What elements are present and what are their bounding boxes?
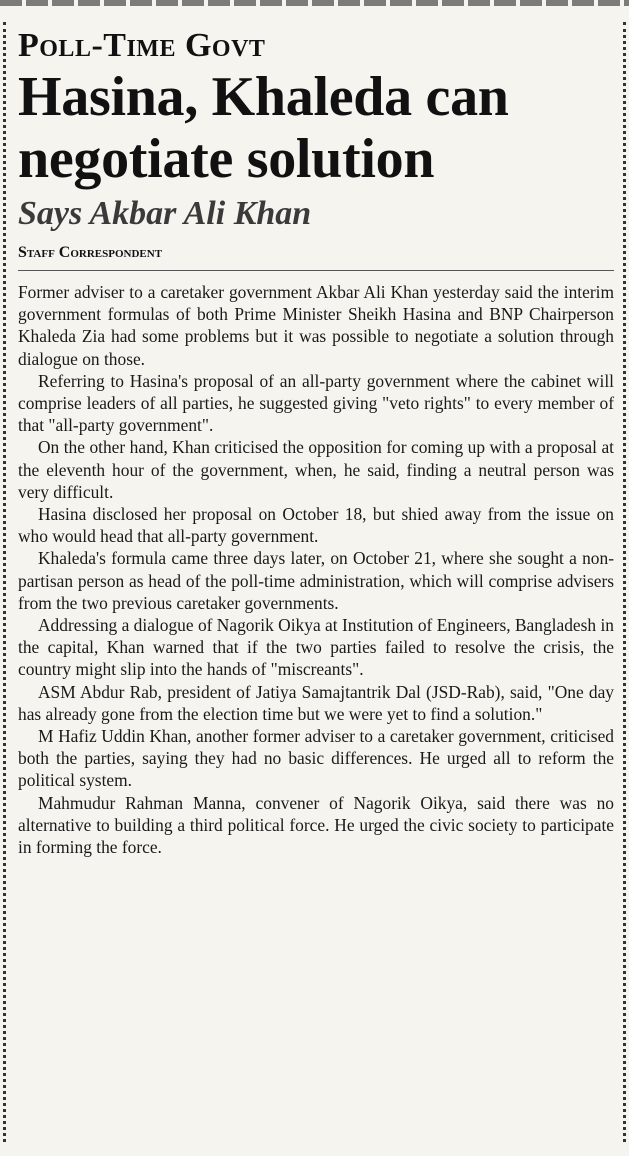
paragraph: Referring to Hasina's proposal of an all-party government where the cabinet will comprise leaders of all parties, he suggested giving "veto rights" to every member of that "all-party government". <box>18 370 614 436</box>
previous-article-edge <box>0 0 629 6</box>
paragraph: M Hafiz Uddin Khan, another former adviser to a caretaker government, criticised both the parties, saying they had no basic differences. He urged all to reform the political system. <box>18 726 614 791</box>
right-dotted-border <box>623 22 626 1142</box>
left-dotted-border <box>3 22 6 1142</box>
paragraph: Hasina disclosed her proposal on October 18, but shied away from the issue on who would head that all-party government. <box>18 504 614 547</box>
paragraph: On the other hand, Khan criticised the opposition for coming up with a proposal at the eleventh hour of the government, when, he said, finding a neutral person was very difficult. <box>18 437 614 502</box>
paragraph: ASM Abdur Rab, president of Jatiya Samajtantrik Dal (JSD-Rab), said, "One day has already gone from the election time but we were yet to find a solution." <box>18 681 614 724</box>
subheadline: Says Akbar Ali Khan <box>18 195 312 232</box>
paragraph: Addressing a dialogue of Nagorik Oikya at Institution of Engineers, Bangladesh in the capital, Khan warned that if the two parties failed to resolve the crisis, the country might slip into the hands of "miscreants". <box>18 615 614 680</box>
news-article <box>18 26 614 858</box>
paragraph: Mahmudur Rahman Manna, convener of Nagorik Oikya, said there was no alternative to building a third political force. He urged the civic society to participate in forming the force. <box>18 792 614 858</box>
article-body <box>18 281 614 858</box>
paragraph: Khaleda's formula came three days later, on October 21, where she sought a non-partisan person as head of the poll-time administration, which will comprise advisers from the two previous caretaker governments. <box>18 548 614 613</box>
headline: Hasina, Khaleda can negotiate solution <box>18 66 509 190</box>
kicker: Poll-Time Govt <box>18 27 266 64</box>
paragraph: Former adviser to a caretaker government Akbar Ali Khan yesterday said the interim government formulas of both Prime Minister Sheikh Hasina and BNP Chairperson Khaleda Zia had some problems but it was possible to negotiate a solution through dialogue on those. <box>18 282 614 369</box>
byline: Staff Correspondent <box>18 242 614 271</box>
